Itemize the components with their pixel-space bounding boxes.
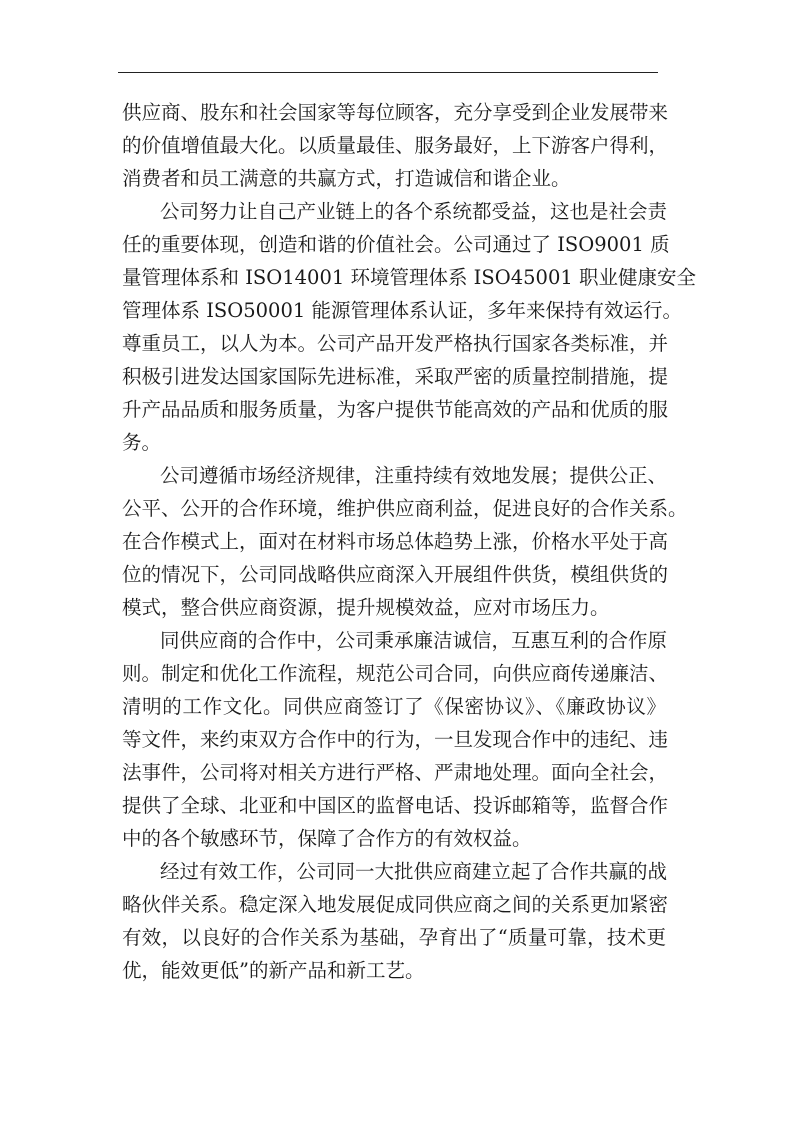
text-line: 有效，以良好的合作关系为基础，孕育出了“质量可靠，技术更: [122, 926, 666, 949]
paragraph-3: [122, 459, 688, 624]
text-line: 法事件，公司将对相关方进行严格、严肃地处理。面向全社会，: [122, 761, 669, 784]
text-line: 务。: [122, 431, 162, 454]
text-line: 尊重员工，以人为本。公司产品开发严格执行国家各类标准，并: [122, 332, 669, 355]
text-line: 在合作模式上，面对在材料市场总体趋势上涨，价格水平处于高: [122, 530, 669, 553]
text-line: 模式，整合供应商资源，提升规模效益，应对市场压力。: [122, 596, 610, 619]
text-line: 供应商、股东和社会国家等每位顾客，充分享受到企业发展带来: [122, 101, 669, 124]
text-line: 公平、公开的合作环境，维护供应商利益，促进良好的合作关系。: [122, 497, 688, 520]
text-line: 位的情况下，公司同战略供应商深入开展组件供货，模组供货的: [122, 563, 669, 586]
text-line: 优，能效更低”的新产品和新工艺。: [122, 959, 425, 982]
text-line: 公司遵循市场经济规律，注重持续有效地发展；提供公正、: [160, 464, 668, 487]
text-line: 略伙伴关系。稳定深入地发展促成同供应商之间的关系更加紧密: [122, 893, 669, 916]
paragraph-4: [122, 624, 669, 855]
paragraph-1: [122, 96, 669, 195]
paragraph-5: [122, 855, 669, 987]
text-line: 清明的工作文化。同供应商签订了《保密协议》、《廉政协议》: [122, 695, 666, 718]
text-line: 消费者和员工满意的共赢方式，打造诚信和谐企业。: [122, 167, 571, 190]
header-rule: [118, 72, 658, 73]
text-line: 则。制定和优化工作流程，规范公司合同，向供应商传递廉洁、: [122, 662, 669, 685]
document-body: [122, 96, 696, 987]
text-line: 任的重要体现，创造和谐的价值社会。公司通过了 ISO9001 质: [122, 233, 670, 256]
text-line: 升产品品质和服务质量，为客户提供节能高效的产品和优质的服: [122, 398, 669, 421]
text-line: 提供了全球、北亚和中国区的监督电话、投诉邮箱等，监督合作: [122, 794, 669, 817]
text-line: 积极引进发达国家国际先进标准，采取严密的质量控制措施，提: [122, 365, 669, 388]
text-line: 同供应商的合作中，公司秉承廉洁诚信，互惠互利的合作原: [160, 629, 668, 652]
text-line: 量管理体系和 ISO14001 环境管理体系 ISO45001 职业健康安全: [122, 266, 696, 289]
text-line: 经过有效工作，公司同一大批供应商建立起了合作共赢的战: [160, 860, 668, 883]
text-line: 管理体系 ISO50001 能源管理体系认证，多年来保持有效运行。: [122, 299, 682, 322]
paragraph-2: [122, 195, 696, 459]
text-line: 等文件，来约束双方合作中的行为，一旦发现合作中的违纪、违: [122, 728, 669, 751]
text-line: 中的各个敏感环节，保障了合作方的有效权益。: [122, 827, 532, 850]
text-line: 公司努力让自己产业链上的各个系统都受益，这也是社会责: [160, 200, 668, 223]
text-line: 的价值增值最大化。以质量最佳、服务最好，上下游客户得利，: [122, 134, 669, 157]
